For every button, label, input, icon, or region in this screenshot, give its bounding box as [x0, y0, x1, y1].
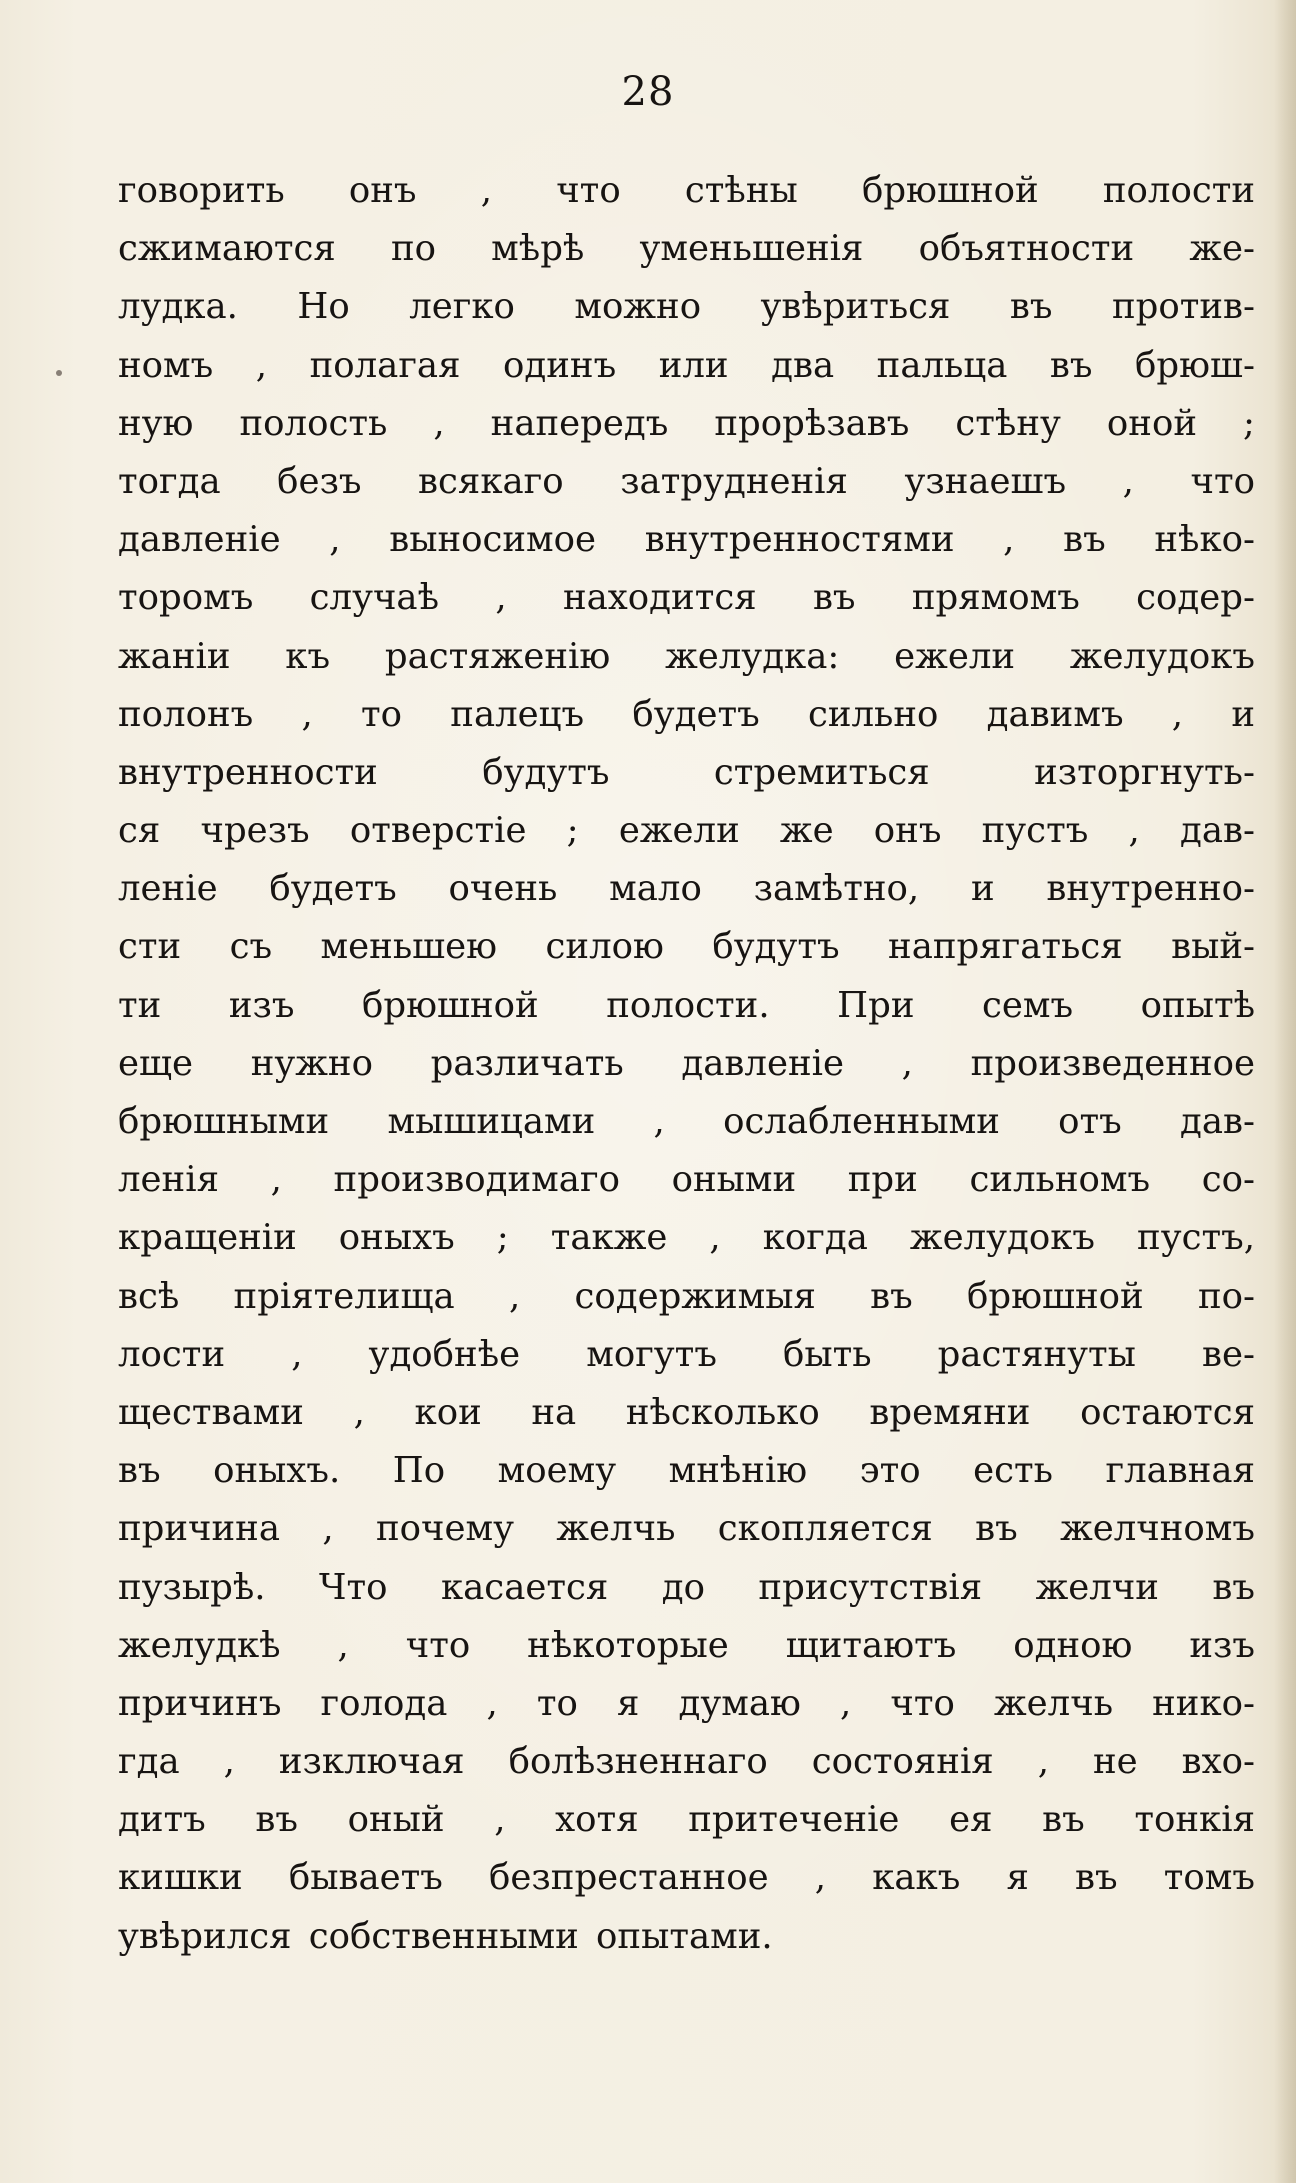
text-line: ти изъ брюшной полости. При семъ опытѣ — [118, 984, 1255, 1026]
text-line: причинъ голода , то я думаю , что желчь нико- — [118, 1682, 1255, 1724]
text-line: ную полость , напередъ прорѣзавъ стѣну оной ; — [118, 402, 1255, 444]
text-line: кишки бываетъ безпрестанное , какъ я въ томъ — [118, 1857, 1255, 1899]
text-line: ществами , кои на нѣсколько времяни остаются — [118, 1391, 1255, 1433]
text-line: давленіе , выносимое внутренностями , въ нѣко- — [118, 519, 1255, 561]
text-line: причина , почему желчь скопляется въ желчномъ — [118, 1508, 1255, 1550]
text-line-last: увѣрился собственными опытами. — [118, 1915, 773, 1957]
text-line: всѣ пріятелища , содержимыя въ брюшной по- — [118, 1275, 1255, 1317]
text-line: внутренности будутъ стремиться изторгнуть- — [118, 751, 1255, 793]
text-line: ленія , производимаго оными при сильномъ со- — [118, 1159, 1255, 1201]
text-line: ся чрезъ отверстіе ; ежели же онъ пустъ , дав- — [118, 810, 1255, 852]
text-line: номъ , полагая одинъ или два пальца въ брюш- — [118, 344, 1255, 386]
text-line: въ оныхъ. По моему мнѣнію это есть главная — [118, 1450, 1255, 1492]
margin-ink-dot — [56, 370, 62, 376]
text-line: лости , удобнѣе могутъ быть растянуты ве- — [118, 1333, 1255, 1375]
text-line: полонъ , то палецъ будетъ сильно давимъ , и — [118, 693, 1255, 735]
text-line: лудка. Но легко можно увѣриться въ против- — [118, 286, 1255, 328]
text-line: еще нужно различать давленіе , произведенное — [118, 1042, 1255, 1084]
text-line: сжимаются по мѣрѣ уменьшенія объятности же- — [118, 228, 1255, 270]
text-line: дитъ въ оный , хотя притеченіе ея въ тонкія — [118, 1799, 1255, 1841]
text-line: кращеніи оныхъ ; также , когда желудокъ пустъ, — [118, 1217, 1255, 1259]
page-binding-edge — [1274, 0, 1296, 2183]
text-line: гда , изключая болѣзненнаго состоянія , не вхо- — [118, 1741, 1255, 1783]
text-line: торомъ случаѣ , находится въ прямомъ содер- — [118, 577, 1255, 619]
text-line: леніе будетъ очень мало замѣтно, и внутренно- — [118, 868, 1255, 910]
text-line: сти съ меньшею силою будутъ напрягаться вый- — [118, 926, 1255, 968]
text-line: жаніи къ растяженію желудка: ежели желудокъ — [118, 635, 1255, 677]
text-line: желудкѣ , что нѣкоторые щитаютъ одною изъ — [118, 1624, 1255, 1666]
text-line: пузырѣ. Что касается до присутствія желчи въ — [118, 1566, 1255, 1608]
text-line: брюшными мышицами , ослабленными отъ дав- — [118, 1101, 1255, 1142]
text-line: говорить онъ , что стѣны брюшной полости — [118, 170, 1255, 211]
page-number: 28 — [621, 69, 675, 115]
body-text — [118, 162, 1255, 1966]
text-line: тогда безъ всякаго затрудненія узнаешъ , что — [118, 460, 1255, 502]
